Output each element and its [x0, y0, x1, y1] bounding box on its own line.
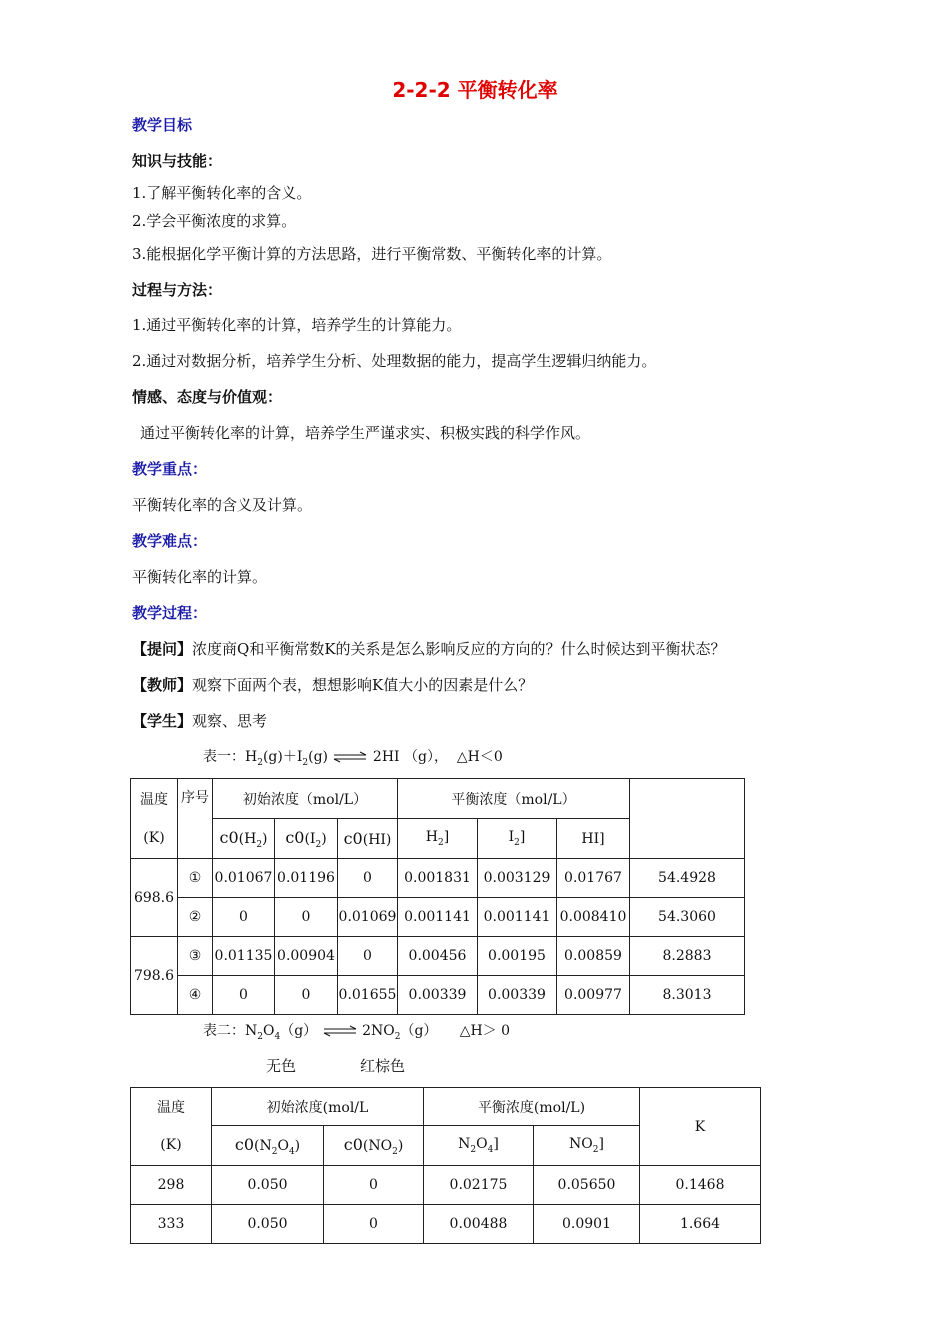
- table1-cell: ②: [178, 898, 213, 937]
- table2-cell: 333: [131, 1205, 212, 1244]
- table1-cell: 0: [275, 898, 338, 937]
- table1-caption: 表一：$H_2(g)+I_2(g)$ 2HI （g）， △H＜0: [203, 749, 503, 768]
- table2-header-c0-n2o4: $c0(N_2O_4)$: [212, 1126, 324, 1166]
- table1-cell: 0: [275, 976, 338, 1015]
- heading-process: 过程与方法：: [132, 281, 223, 299]
- table1-cell: 0.00904: [275, 937, 338, 976]
- table-row: [131, 1166, 761, 1205]
- table1-cell: 0: [213, 898, 275, 937]
- table1-cell: 0.008410: [557, 898, 630, 937]
- table1-cell: 0.00859: [557, 937, 630, 976]
- table1-cell: 0.00339: [478, 976, 557, 1015]
- table2-cell: 0.05650: [534, 1166, 640, 1205]
- table2-cell: 0.02175: [424, 1166, 534, 1205]
- table1-cell: 0: [338, 937, 398, 976]
- table1-cell: ③: [178, 937, 213, 976]
- table1-header-eq-hi: HI]: [557, 819, 630, 859]
- table2-header-init: 初始浓度(mol/L: [212, 1088, 424, 1126]
- table1-temp-cell: 798.6: [131, 937, 178, 1015]
- table2-cell: 0.1468: [640, 1166, 761, 1205]
- table1-header-c0-hi: c0(HI): [338, 819, 398, 859]
- heading-key-point: 教学重点：: [132, 460, 208, 478]
- knowledge-item-2: 2.学会平衡浓度的求算。: [132, 212, 297, 230]
- table1-header-c0-h2: $c0(H_2)$: [213, 819, 275, 859]
- table2-cell: 0: [324, 1166, 424, 1205]
- color-label-red-brown: 红棕色: [360, 1057, 406, 1075]
- table2-caption: 表二：$N_2O_4(g)$ $2NO_2(g)$ △H＞ 0: [203, 1023, 511, 1042]
- table2-cell: 0.0901: [534, 1205, 640, 1244]
- table1-cell: 0.003129: [478, 859, 557, 898]
- table1-temp-cell: 698.6: [131, 859, 178, 937]
- table2-header-k: K: [640, 1088, 761, 1166]
- table2-cell: 0: [324, 1205, 424, 1244]
- table2-header-temp-unit: (K): [131, 1126, 212, 1166]
- table-row: [131, 1205, 761, 1244]
- table1-cell: 0.00977: [557, 976, 630, 1015]
- table1-cell: 0.001831: [398, 859, 478, 898]
- table1-header-temp: 温度: [131, 779, 178, 819]
- table1-cell: 54.4928: [630, 859, 745, 898]
- key-point-text: 平衡转化率的含义及计算。: [132, 496, 313, 514]
- table1-header-no: 序号: [178, 779, 213, 859]
- table1-header-c0-i2: $c0(I_2)$: [275, 819, 338, 859]
- table-row: [131, 937, 745, 976]
- heading-objectives: 教学目标: [132, 116, 193, 134]
- table1-cell: ①: [178, 859, 213, 898]
- table-row: [131, 859, 745, 898]
- table2-header-c0-no2: $c0(NO_2)$: [324, 1126, 424, 1166]
- table2-cell: 0.050: [212, 1205, 324, 1244]
- table2-header-eq-n2o4: $N_2O_4$]: [424, 1126, 534, 1166]
- table1-header-eq: 平衡浓度（mol/L）: [398, 779, 630, 819]
- table2-cell: 0.00488: [424, 1205, 534, 1244]
- table1-cell: 0: [338, 859, 398, 898]
- table1-cell: 0: [213, 976, 275, 1015]
- process-item-2: 2.通过对数据分析，培养学生分析、处理数据的能力，提高学生逻辑归纳能力。: [132, 352, 657, 370]
- table1-cell: 8.2883: [630, 937, 745, 976]
- table1-cell: 0.001141: [478, 898, 557, 937]
- table1-header-eq-i2: $I_2$]: [478, 819, 557, 859]
- table1-header-k: [630, 779, 745, 859]
- table2: [130, 1087, 761, 1244]
- dialog-student: 【学生】观察、思考: [132, 712, 268, 730]
- table1-cell: 0.00339: [398, 976, 478, 1015]
- knowledge-item-1: 1.了解平衡转化率的含义。: [132, 184, 312, 202]
- table2-cell: 1.664: [640, 1205, 761, 1244]
- table1-cell: 54.3060: [630, 898, 745, 937]
- equilibrium-arrow-icon: [332, 751, 368, 763]
- table1-cell: 0.01069: [338, 898, 398, 937]
- table2-header-eq-no2: $NO_2$]: [534, 1126, 640, 1166]
- difficulty-text: 平衡转化率的计算。: [132, 568, 268, 586]
- table1-cell: 0.01767: [557, 859, 630, 898]
- table1-cell: 0.001141: [398, 898, 478, 937]
- heading-procedure: 教学过程：: [132, 604, 208, 622]
- equilibrium-arrow-icon: [322, 1025, 358, 1037]
- dialog-teacher: 【教师】观察下面两个表，想想影响K值大小的因素是什么？: [132, 676, 534, 694]
- table1: [130, 778, 745, 1015]
- table1-cell: 8.3013: [630, 976, 745, 1015]
- table1-cell: 0.01067: [213, 859, 275, 898]
- heading-difficulty: 教学难点：: [132, 532, 208, 550]
- table1-cell: 0.01655: [338, 976, 398, 1015]
- heading-knowledge: 知识与技能：: [132, 152, 223, 170]
- emotion-text: 通过平衡转化率的计算，培养学生严谨求实、积极实践的科学作风。: [140, 424, 591, 442]
- table1-cell: ④: [178, 976, 213, 1015]
- table1-cell: 0.01135: [213, 937, 275, 976]
- dialog-question: 【提问】浓度商Q和平衡常数K的关系是怎么影响反应的方向的？什么时候达到平衡状态？: [132, 640, 726, 658]
- table-row: [131, 976, 745, 1015]
- table-row: [131, 898, 745, 937]
- table2-header-eq: 平衡浓度(mol/L): [424, 1088, 640, 1126]
- table2-cell: 298: [131, 1166, 212, 1205]
- table1-header-init: 初始浓度（mol/L）: [213, 779, 398, 819]
- table1-cell: 0.00195: [478, 937, 557, 976]
- color-label-colorless: 无色: [266, 1057, 297, 1075]
- page-title: 2-2-2 平衡转化率: [392, 78, 558, 102]
- table1-cell: 0.01196: [275, 859, 338, 898]
- process-item-1: 1.通过平衡转化率的计算，培养学生的计算能力。: [132, 316, 462, 334]
- table1-cell: 0.00456: [398, 937, 478, 976]
- table2-cell: 0.050: [212, 1166, 324, 1205]
- table2-header-temp: 温度: [131, 1088, 212, 1126]
- heading-emotion: 情感、态度与价值观：: [132, 388, 283, 406]
- table1-header-temp-unit: (K): [131, 819, 178, 859]
- knowledge-item-3: 3.能根据化学平衡计算的方法思路，进行平衡常数、平衡转化率的计算。: [132, 245, 612, 263]
- table1-header-eq-h2: $H_2$]: [398, 819, 478, 859]
